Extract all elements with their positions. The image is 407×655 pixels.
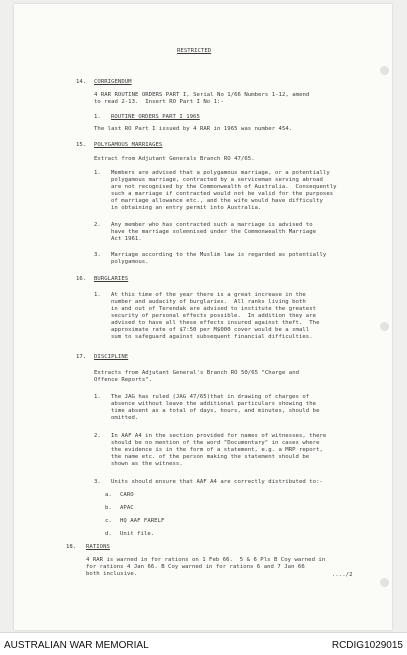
paragraph-line: Act 1961. bbox=[111, 236, 142, 242]
document-page bbox=[14, 4, 392, 630]
section-number: 18. bbox=[66, 544, 77, 550]
paragraph-line: Offence Reports". bbox=[94, 377, 153, 383]
paragraph-line: absence without leave the additional particulars showing the bbox=[111, 401, 317, 407]
paragraph-line: In AAF A4 in the section provided for names of witnesses, there bbox=[111, 433, 327, 439]
item-number: 2. bbox=[94, 222, 101, 228]
paragraph-line: sum to safeguard against subsequent financial difficulties. bbox=[111, 334, 313, 340]
section-number: 16. bbox=[76, 276, 87, 282]
item-number: 3. bbox=[94, 252, 101, 258]
paragraph-line: advised to have all these effects insured against theft. The bbox=[111, 320, 320, 326]
paragraph-line: Extracts from Adjutant General's Branch RO 50/65 "Charge and bbox=[94, 370, 300, 376]
paragraph-line: time absent as a total of days, hours, and minutes, should be bbox=[111, 408, 320, 414]
paragraph-line: to read 2-13. Insert RO Part I No 1:- bbox=[94, 99, 224, 105]
paragraph-line: Extract from Adjutant Generals Branch RO 47/65. bbox=[94, 156, 255, 162]
item-title: ROUTINE ORDERS PART I 1965 bbox=[111, 114, 200, 120]
section-title: DISCIPLINE bbox=[94, 354, 129, 360]
punch-hole bbox=[380, 322, 389, 331]
paragraph-line: such a marriage if contracted would not be valid for the purposes bbox=[111, 191, 334, 197]
paragraph-line: 4 RAR ROUTINE ORDERS PART I, Serial No 1/66 Numbers 1-12, amend bbox=[94, 92, 310, 98]
paragraph-line: Members are advised that a polygamous marriage, or a potentially bbox=[111, 170, 330, 176]
paragraph-line: The last RO Part I issued by 4 RAR in 1965 was number 454. bbox=[94, 126, 293, 132]
paragraph-line: are not recognised by the Commonwealth of Australia. Consequently bbox=[111, 184, 337, 190]
archive-footer bbox=[0, 632, 407, 655]
archive-reference: RCDIG1029015 bbox=[331, 640, 403, 651]
paragraph-line: in obtaining an entry permit into Australia. bbox=[111, 205, 262, 211]
paragraph-line: the name etc. of the person making the statement should be bbox=[111, 454, 310, 460]
paragraph-line: 4 RAR is warned in for rations on 1 Feb 66. 5 & 6 Pls B Coy warned in bbox=[86, 557, 326, 563]
section-number: 17. bbox=[76, 354, 87, 360]
classification-header: RESTRICTED bbox=[177, 48, 212, 54]
paragraph-line: polygamous. bbox=[111, 259, 149, 265]
punch-hole bbox=[380, 578, 389, 587]
section-number: 15. bbox=[76, 142, 87, 148]
paragraph-line: Marriage according to the Muslim law is regarded as potentially bbox=[111, 252, 327, 258]
paragraph-line: The JAG has ruled (JAG 47/65)that in drawing of charges of bbox=[111, 394, 310, 400]
paragraph-line: the evidence is in the form of a statement, e.g. a MRP report, bbox=[111, 447, 323, 453]
paragraph-line: number and audacity of burglaries. All ranks living both bbox=[111, 299, 306, 305]
paragraph-line: for rations 4 Jan 66. B Coy warned in for rations 6 and 7 Jan 66 bbox=[86, 564, 305, 570]
continuation-mark: ..../2 bbox=[332, 572, 353, 578]
paragraph-line: shown as the witness. bbox=[111, 461, 183, 467]
list-letter: c. bbox=[105, 518, 112, 524]
paragraph-line: both inclusive. bbox=[86, 571, 138, 577]
section-title: RATIONS bbox=[86, 544, 110, 550]
list-item: HQ AAF FARELF bbox=[120, 518, 165, 524]
list-item: CARO bbox=[120, 492, 134, 498]
paragraph-line: security of personal effects possible. In addition they are bbox=[111, 313, 317, 319]
section-title: POLYGAMOUS MARRIAGES bbox=[94, 142, 163, 148]
paragraph-line: approximate rate of $7:50 per M$000 cover would be a small bbox=[111, 327, 310, 333]
punch-hole bbox=[380, 66, 389, 75]
section-title: CORRIGENDUM bbox=[94, 79, 132, 85]
item-number: 1. bbox=[94, 170, 101, 176]
list-letter: d. bbox=[105, 531, 112, 537]
paragraph-line: should be no mention of the word "Documentary" in cases where bbox=[111, 440, 320, 446]
archive-name: AUSTRALIAN WAR MEMORIAL bbox=[4, 640, 149, 651]
paragraph-line: have the marriage solemnised under the Commonwealth Marriage bbox=[111, 229, 317, 235]
item-number: 1. bbox=[94, 292, 101, 298]
paragraph-line: of marriage allowance etc., and the wife would have difficulty bbox=[111, 198, 323, 204]
paragraph-line: At this time of the year there is a great increase in the bbox=[111, 292, 306, 298]
section-title: BURGLARIES bbox=[94, 276, 129, 282]
list-letter: b. bbox=[105, 505, 112, 511]
section-number: 14. bbox=[76, 79, 87, 85]
list-item: APAC bbox=[120, 505, 134, 511]
item-number: 3. bbox=[94, 479, 101, 485]
item-number: 1. bbox=[94, 394, 101, 400]
list-item: Unit file. bbox=[120, 531, 155, 537]
paragraph-line: polygamous marriage, contracted by a serviceman serving abroad bbox=[111, 177, 323, 183]
paragraph-line: omitted. bbox=[111, 415, 139, 421]
item-number: 1. bbox=[94, 114, 101, 120]
paragraph-line: Any member who has contracted such a marriage is advised to bbox=[111, 222, 313, 228]
paragraph-line: Units should ensure that AAF A4 are correctly distributed to:- bbox=[111, 479, 323, 485]
paragraph-line: in and out of Terendak are advised to institute the greatest bbox=[111, 306, 317, 312]
item-number: 2. bbox=[94, 433, 101, 439]
list-letter: a. bbox=[105, 492, 112, 498]
